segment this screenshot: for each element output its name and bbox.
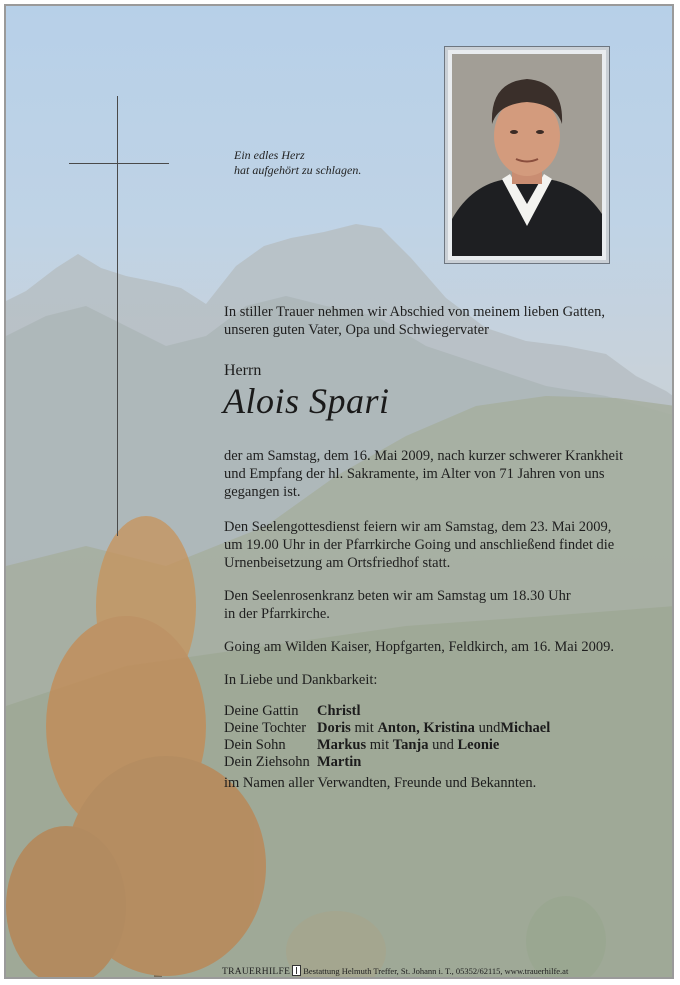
family-row-wife [224, 703, 550, 720]
portrait-frame [444, 46, 610, 264]
deceased-name: Alois Spari [223, 381, 390, 421]
rosary-line-2: in der Pfarrkirche. [224, 606, 330, 622]
rosary-line-1: Den Seelenrosenkranz beten wir am Samstag um 18.30 Uhr [224, 588, 571, 604]
place-date: Going am Wilden Kaiser, Hopfgarten, Feldkirch, am 16. Mai 2009. [224, 639, 614, 655]
footer-text: Bestattung Helmuth Treffer, St. Johann i. T., 05352/62115, www.trauerhilfe.at [303, 966, 569, 976]
memorial-quote [234, 148, 361, 178]
funeral-service-info [224, 518, 664, 572]
death-line-2: und Empfang der hl. Sakramente, im Alter von 71 Jahren von uns [224, 466, 605, 482]
death-line-3: gegangen ist. [224, 484, 301, 500]
son-label: Dein Sohn [224, 737, 286, 753]
intro-text [224, 303, 664, 339]
cross-vertical-bar [117, 96, 118, 536]
portrait-photo [452, 54, 602, 256]
service-line-3: Urnenbeisetzung am Ortsfriedhof statt. [224, 555, 451, 571]
daughter-and: und [478, 720, 501, 736]
rosary-info [224, 587, 664, 623]
son-and: und [432, 737, 454, 753]
obituary-page [4, 4, 674, 979]
son-partner-2: Leonie [457, 737, 500, 753]
son-partner-1: Tanja [392, 737, 429, 753]
daughter-partner-1: Anton, Kristina [377, 720, 475, 736]
family-row-daughter [224, 720, 550, 737]
relatives-line: im Namen aller Verwandten, Freunde und Bekannten. [224, 775, 537, 791]
son-name: Markus [317, 737, 367, 753]
salutation: Herrn [224, 362, 262, 379]
cross-horizontal-bar [69, 163, 169, 164]
son-with: mit [369, 737, 390, 753]
family-list [224, 703, 550, 792]
wife-name: Christl [317, 703, 361, 719]
daughter-label: Deine Tochter [224, 720, 307, 736]
fosterson-label: Dein Ziehsohn [224, 754, 310, 770]
footer [222, 965, 568, 977]
trauerhilfe-logo-icon [292, 965, 301, 976]
footer-brand: TRAUERHILFE [222, 967, 291, 977]
fosterson-name: Martin [317, 754, 362, 770]
closing-line: In Liebe und Dankbarkeit: [224, 672, 378, 688]
family-row-fosterson [224, 754, 550, 771]
death-announcement [224, 447, 664, 501]
daughter-name: Doris [317, 720, 351, 736]
death-line-1: der am Samstag, dem 16. Mai 2009, nach kurzer schwerer Krankheit [224, 448, 624, 464]
family-row-son [224, 737, 550, 754]
service-line-2: um 19.00 Uhr in der Pfarrkirche Going und anschließend findet die [224, 537, 615, 553]
quote-line-1: Ein edles Herz [234, 148, 305, 162]
intro-line-1: In stiller Trauer nehmen wir Abschied von meinem lieben Gatten, [224, 304, 605, 320]
quote-line-2: hat aufgehört zu schlagen. [234, 163, 362, 177]
wife-label: Deine Gattin [224, 703, 299, 719]
intro-line-2: unseren guten Vater, Opa und Schwiegervater [224, 322, 489, 338]
service-line-1: Den Seelengottesdienst feiern wir am Samstag, dem 23. Mai 2009, [224, 519, 612, 535]
daughter-with: mit [354, 720, 374, 736]
daughter-partner-2: Michael [500, 720, 551, 736]
